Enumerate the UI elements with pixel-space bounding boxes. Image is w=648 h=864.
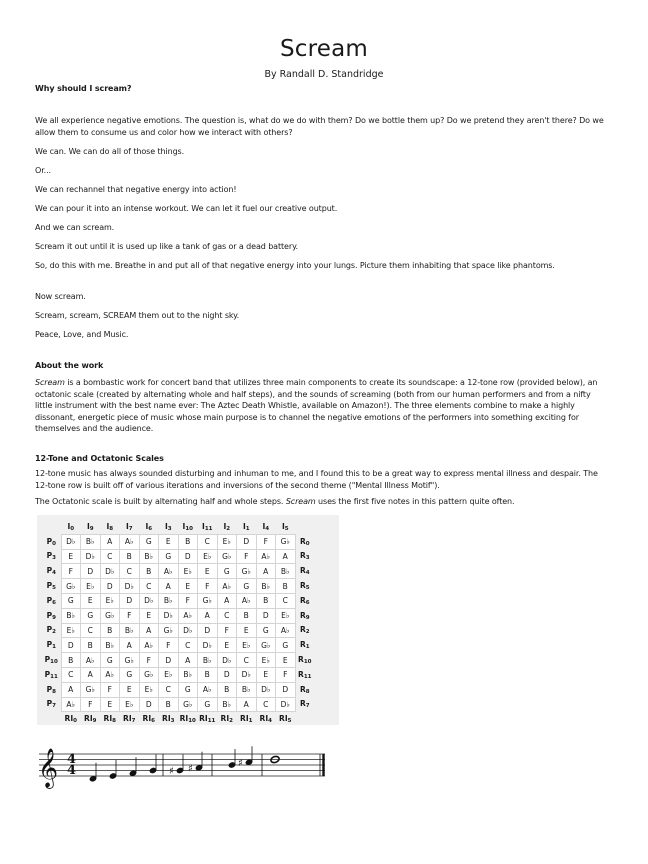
matrix-cell: G♭ xyxy=(100,608,120,623)
note xyxy=(109,760,117,779)
matrix-cell: F xyxy=(81,697,101,712)
matrix-cell: D xyxy=(120,593,140,608)
matrix-cell: E♭ xyxy=(81,579,101,594)
matrix-cell: B♭ xyxy=(159,593,179,608)
matrix-cell: B♭ xyxy=(100,638,120,653)
matrix-cell: G♭ xyxy=(256,638,276,653)
matrix-cell: E xyxy=(81,593,101,608)
matrix-cell: B xyxy=(81,638,101,653)
sharp-icon: ♯ xyxy=(238,757,243,769)
matrix-cell: B xyxy=(139,564,159,579)
text-run: uses the first five notes in this pattern quite often. xyxy=(315,497,515,506)
retrograde-inversion-label: $RI_5$ xyxy=(279,714,292,725)
octatonic-scale-staff xyxy=(35,740,335,800)
prime-label: $P_2$ xyxy=(46,625,56,636)
paragraph: So, do this with me. Breathe in and put all of that negative energy into your lungs. Picture them inhabiting that space like phantoms. xyxy=(35,261,555,270)
matrix-cell: D xyxy=(61,638,81,653)
matrix-row xyxy=(42,653,314,668)
matrix-cell: G xyxy=(61,593,81,608)
heading-tone: 12-Tone and Octatonic Scales xyxy=(35,454,164,463)
retrograde-label: $R_5$ xyxy=(299,581,310,592)
note xyxy=(129,757,137,776)
time-signature-bottom: 4 xyxy=(67,763,77,778)
paragraph: Now scream. xyxy=(35,292,86,301)
matrix-cell: F xyxy=(178,593,198,608)
matrix-cell: A xyxy=(139,623,159,638)
sharp-icon: ♯ xyxy=(188,763,193,775)
matrix-cell: B xyxy=(276,579,296,594)
twelve-tone-matrix xyxy=(37,515,339,725)
matrix-cell: D xyxy=(139,697,159,712)
matrix-cell: D♭ xyxy=(139,593,159,608)
matrix-cell: A xyxy=(178,653,198,668)
matrix-cell: G xyxy=(81,608,101,623)
matrix-cell: D♭ xyxy=(61,534,81,549)
retrograde-inversion-label: $RI_0$ xyxy=(64,714,77,725)
matrix-cell: B♭ xyxy=(81,534,101,549)
matrix-cell: D xyxy=(276,682,296,697)
matrix-cell: A xyxy=(256,564,276,579)
matrix-cell: G xyxy=(276,638,296,653)
about-paragraph xyxy=(35,377,607,435)
matrix-cell: E♭ xyxy=(276,608,296,623)
matrix-cell: E♭ xyxy=(256,653,276,668)
matrix-cell: D xyxy=(237,534,257,549)
inversion-label: $I_3$ xyxy=(164,521,172,532)
inversion-label: $I_6$ xyxy=(145,521,153,532)
matrix-row xyxy=(42,564,314,579)
prime-label: $P_3$ xyxy=(46,551,56,562)
matrix-cell: G♭ xyxy=(81,682,101,697)
retrograde-label: $R_1$ xyxy=(299,640,310,651)
inversion-label: $I_2$ xyxy=(223,521,231,532)
paragraph: Scream, scream, SCREAM them out to the night sky. xyxy=(35,311,240,320)
matrix-cell: G xyxy=(217,564,237,579)
matrix-cell: F xyxy=(159,638,179,653)
matrix-row xyxy=(42,697,314,712)
prime-label: $P_8$ xyxy=(46,684,56,695)
matrix-row xyxy=(42,593,314,608)
matrix-cell: B xyxy=(120,549,140,564)
paragraph: Scream it out until it is used up like a tank of gas or a dead battery. xyxy=(35,242,299,251)
matrix-cell: G♭ xyxy=(276,534,296,549)
matrix-row xyxy=(42,638,314,653)
matrix-cell: C xyxy=(139,579,159,594)
retrograde-inversion-label: $RI_8$ xyxy=(103,714,116,725)
inversion-label: $I_7$ xyxy=(125,521,133,532)
retrograde-label: $R_2$ xyxy=(299,625,310,636)
about-text: is a bombastic work for concert band that utilizes three main components to create its soundscape: a 12-tone row (provided below), an octatonic scale (created by alternating whole and half steps), and the sounds of screaming (both from our human performers and from a nifty little instrument with the best name ever: The Aztec Death Whistle, available on Amazon!). The three elements combine to make a highly dissonant, energetic piece of music whose main purpose is to channel the negative emotions of the performers into something exciting for themselves and the audience. xyxy=(35,378,598,433)
matrix-cell: A xyxy=(120,638,140,653)
author-byline: By Randall D. Standridge xyxy=(264,69,384,80)
matrix-cell: B♭ xyxy=(276,564,296,579)
matrix-cell: B♭ xyxy=(198,653,218,668)
matrix-row xyxy=(42,682,314,697)
matrix-cell: D♭ xyxy=(100,564,120,579)
matrix-cell: A♭ xyxy=(120,534,140,549)
sharp-icon: ♯ xyxy=(169,766,174,777)
work-title-italic: Scream xyxy=(35,378,65,387)
matrix-cell: A♭ xyxy=(276,623,296,638)
matrix-cell: A♭ xyxy=(61,697,81,712)
inversion-label: $I_0$ xyxy=(67,521,75,532)
matrix-cell: A♭ xyxy=(217,579,237,594)
matrix-row xyxy=(42,534,314,549)
matrix-cell: B xyxy=(61,653,81,668)
matrix-cell: G xyxy=(159,549,179,564)
retrograde-inversion-label: $RI_{10}$ xyxy=(179,714,196,725)
matrix-cell: A xyxy=(237,697,257,712)
matrix-cell: D xyxy=(178,549,198,564)
matrix-cell: F xyxy=(120,608,140,623)
retrograde-inversion-label: $RI_{11}$ xyxy=(199,714,216,725)
retrograde-inversion-label: $RI_9$ xyxy=(84,714,97,725)
matrix-cell: D♭ xyxy=(81,549,101,564)
matrix-cell: E♭ xyxy=(198,549,218,564)
staff-lines xyxy=(39,754,325,776)
retrograde-label: $R_6$ xyxy=(299,595,310,606)
retrograde-label: $R_8$ xyxy=(299,684,310,695)
retrograde-inversion-label: $RI_7$ xyxy=(123,714,136,725)
matrix-cell: E♭ xyxy=(100,593,120,608)
matrix-cell: F xyxy=(217,623,237,638)
paragraph: We can pour it into an intense workout. We can let it fuel our creative output. xyxy=(35,204,338,213)
matrix-cell: F xyxy=(276,667,296,682)
inversion-label: $I_{10}$ xyxy=(182,521,193,532)
inversion-label: $I_{11}$ xyxy=(202,521,213,532)
retrograde-label: $R_7$ xyxy=(299,699,310,710)
matrix-cell: B xyxy=(100,623,120,638)
matrix-cell: D♭ xyxy=(178,623,198,638)
matrix-cell: G xyxy=(256,623,276,638)
scale-notes xyxy=(89,746,280,782)
matrix-cell: G xyxy=(139,534,159,549)
retrograde-label: $R_9$ xyxy=(299,610,310,621)
paragraph: We all experience negative emotions. The question is, what do we do with them? Do we bottle them up? Do we pretend they aren't there? Do we allow them to consume us and color how we interact with others? xyxy=(35,116,604,137)
paragraph: Peace, Love, and Music. xyxy=(35,330,129,339)
matrix-cell: A xyxy=(61,682,81,697)
matrix-cell: D♭ xyxy=(237,667,257,682)
matrix-cell: F xyxy=(198,579,218,594)
matrix-row xyxy=(42,549,314,564)
matrix-cell: D xyxy=(100,579,120,594)
matrix-corner xyxy=(42,520,61,534)
matrix-cell: B xyxy=(217,682,237,697)
retrograde-inversion-label: $RI_4$ xyxy=(259,714,272,725)
matrix-cell: C xyxy=(81,623,101,638)
prime-label: $P_1$ xyxy=(46,640,56,651)
matrix-cell: B xyxy=(159,697,179,712)
matrix-cell: C xyxy=(100,549,120,564)
matrix-cell: G♭ xyxy=(198,593,218,608)
matrix-cell: G♭ xyxy=(217,549,237,564)
time-signature-top: 4 xyxy=(67,752,77,767)
prime-label: $P_9$ xyxy=(46,610,56,621)
matrix-cell: D♭ xyxy=(120,579,140,594)
paragraph: 12-tone music has always sounded disturbing and inhuman to me, and I found this to be a great way to express mental illness and despair. The 12-tone row is built off of various iterations and inversions of the second theme ("Mental Illness Motif"). xyxy=(35,469,598,490)
matrix-cell: E xyxy=(100,697,120,712)
retrograde-inversion-label: $RI_3$ xyxy=(162,714,175,725)
note xyxy=(149,755,157,774)
matrix-cell: A♭ xyxy=(198,682,218,697)
retrograde-label: $R_3$ xyxy=(299,551,310,562)
matrix-cell: C xyxy=(217,608,237,623)
matrix-cell: C xyxy=(120,564,140,579)
note xyxy=(228,749,236,768)
treble-clef-icon: 𝄞 xyxy=(38,748,59,788)
matrix-cell: E xyxy=(198,564,218,579)
matrix-cell: E♭ xyxy=(178,564,198,579)
matrix-cell: G♭ xyxy=(237,564,257,579)
matrix-cell: A xyxy=(198,608,218,623)
matrix-table xyxy=(42,520,314,726)
matrix-cell: A xyxy=(100,534,120,549)
prime-label: $P_5$ xyxy=(46,581,56,592)
matrix-cell: D xyxy=(198,623,218,638)
matrix-cell: D♭ xyxy=(217,653,237,668)
matrix-cell: E♭ xyxy=(120,697,140,712)
inversion-label: $I_4$ xyxy=(262,521,270,532)
retrograde-inversion-label: $RI_1$ xyxy=(240,714,253,725)
matrix-cell: A♭ xyxy=(159,564,179,579)
matrix-cell: C xyxy=(198,534,218,549)
matrix-cell: E xyxy=(159,534,179,549)
matrix-row xyxy=(42,667,314,682)
matrix-cell: G♭ xyxy=(159,623,179,638)
matrix-corner xyxy=(295,712,314,726)
matrix-cell: C xyxy=(256,697,276,712)
retrograde-inversion-label: $RI_6$ xyxy=(142,714,155,725)
matrix-cell: A♭ xyxy=(178,608,198,623)
matrix-cell: C xyxy=(276,593,296,608)
matrix-cell: G♭ xyxy=(139,667,159,682)
matrix-cell: C xyxy=(237,653,257,668)
matrix-row xyxy=(42,579,314,594)
matrix-cell: E xyxy=(61,549,81,564)
matrix-cell: A♭ xyxy=(100,667,120,682)
matrix-cell: D xyxy=(256,608,276,623)
matrix-cell: A xyxy=(276,549,296,564)
retrograde-label: $R_0$ xyxy=(299,536,310,547)
matrix-cell: G xyxy=(178,682,198,697)
matrix-cell: E xyxy=(237,623,257,638)
paragraph: We can. We can do all of those things. xyxy=(35,147,185,156)
matrix-cell: D xyxy=(81,564,101,579)
matrix-cell: A♭ xyxy=(256,549,276,564)
matrix-cell: G xyxy=(237,579,257,594)
matrix-cell: E♭ xyxy=(237,638,257,653)
matrix-cell: B xyxy=(198,667,218,682)
work-title-italic: Scream xyxy=(285,497,316,506)
paragraph xyxy=(35,496,607,508)
matrix-cell: B♭ xyxy=(178,667,198,682)
matrix-cell: E xyxy=(139,608,159,623)
document-title: Scream xyxy=(279,36,369,62)
matrix-header-row xyxy=(42,520,314,534)
matrix-cell: G xyxy=(120,667,140,682)
inversion-label: $I_1$ xyxy=(242,521,250,532)
prime-label: $P_6$ xyxy=(46,595,56,606)
matrix-cell: E xyxy=(120,682,140,697)
matrix-row xyxy=(42,623,314,638)
matrix-cell: E♭ xyxy=(61,623,81,638)
matrix-cell: A xyxy=(81,667,101,682)
matrix-cell: A♭ xyxy=(81,653,101,668)
matrix-cell: F xyxy=(139,653,159,668)
matrix-cell: G xyxy=(100,653,120,668)
prime-label: $P_4$ xyxy=(46,566,56,577)
matrix-cell: B xyxy=(237,608,257,623)
matrix-cell: B♭ xyxy=(237,682,257,697)
text-run: The Octatonic scale is built by alternating half and whole steps. xyxy=(35,497,286,506)
matrix-cell: F xyxy=(237,549,257,564)
matrix-cell: A xyxy=(159,579,179,594)
matrix-cell: G xyxy=(198,697,218,712)
matrix-cell: F xyxy=(61,564,81,579)
matrix-cell: A♭ xyxy=(139,638,159,653)
paragraph: Or... xyxy=(35,166,51,175)
paragraph: And we can scream. xyxy=(35,223,115,232)
matrix-cell: E♭ xyxy=(159,667,179,682)
matrix-footer-row xyxy=(42,712,314,726)
matrix-cell: E xyxy=(256,667,276,682)
matrix-cell: F xyxy=(100,682,120,697)
matrix-cell: B♭ xyxy=(256,579,276,594)
retrograde-inversion-label: $RI_2$ xyxy=(220,714,233,725)
matrix-cell: B♭ xyxy=(139,549,159,564)
prime-label: $P_0$ xyxy=(46,536,56,547)
retrograde-label: $R_{11}$ xyxy=(298,669,312,680)
matrix-cell: B♭ xyxy=(61,608,81,623)
retrograde-label: $R_4$ xyxy=(299,566,310,577)
heading-about: About the work xyxy=(35,361,104,370)
note xyxy=(169,755,184,778)
matrix-cell: D♭ xyxy=(159,608,179,623)
paragraph: We can rechannel that negative energy into action! xyxy=(35,185,237,194)
matrix-cell: E xyxy=(217,638,237,653)
matrix-cell: E xyxy=(178,579,198,594)
matrix-cell: E xyxy=(276,653,296,668)
matrix-cell: D♭ xyxy=(276,697,296,712)
matrix-cell: G♭ xyxy=(61,579,81,594)
matrix-corner xyxy=(295,520,314,534)
retrograde-label: $R_{10}$ xyxy=(298,655,312,666)
matrix-cell: D xyxy=(159,653,179,668)
matrix-cell: B xyxy=(256,593,276,608)
matrix-cell: D xyxy=(217,667,237,682)
matrix-row xyxy=(42,608,314,623)
matrix-cell: E♭ xyxy=(217,534,237,549)
prime-label: $P_{10}$ xyxy=(44,655,58,666)
matrix-cell: B♭ xyxy=(120,623,140,638)
matrix-cell: C xyxy=(61,667,81,682)
prime-label: $P_7$ xyxy=(46,699,56,710)
matrix-cell: C xyxy=(159,682,179,697)
matrix-cell: B xyxy=(178,534,198,549)
inversion-label: $I_9$ xyxy=(86,521,94,532)
matrix-cell: D♭ xyxy=(198,638,218,653)
matrix-cell: F xyxy=(256,534,276,549)
matrix-cell: D♭ xyxy=(256,682,276,697)
heading-why: Why should I scream? xyxy=(35,84,132,93)
matrix-corner xyxy=(42,712,61,726)
matrix-cell: C xyxy=(178,638,198,653)
matrix-cell: G♭ xyxy=(178,697,198,712)
matrix-cell: A xyxy=(217,593,237,608)
matrix-cell: E♭ xyxy=(139,682,159,697)
prime-label: $P_{11}$ xyxy=(44,669,58,680)
matrix-cell: G♭ xyxy=(120,653,140,668)
inversion-label: $I_8$ xyxy=(106,521,114,532)
note xyxy=(89,763,97,782)
matrix-cell: B♭ xyxy=(217,697,237,712)
matrix-cell: A♭ xyxy=(237,593,257,608)
inversion-label: $I_5$ xyxy=(281,521,289,532)
